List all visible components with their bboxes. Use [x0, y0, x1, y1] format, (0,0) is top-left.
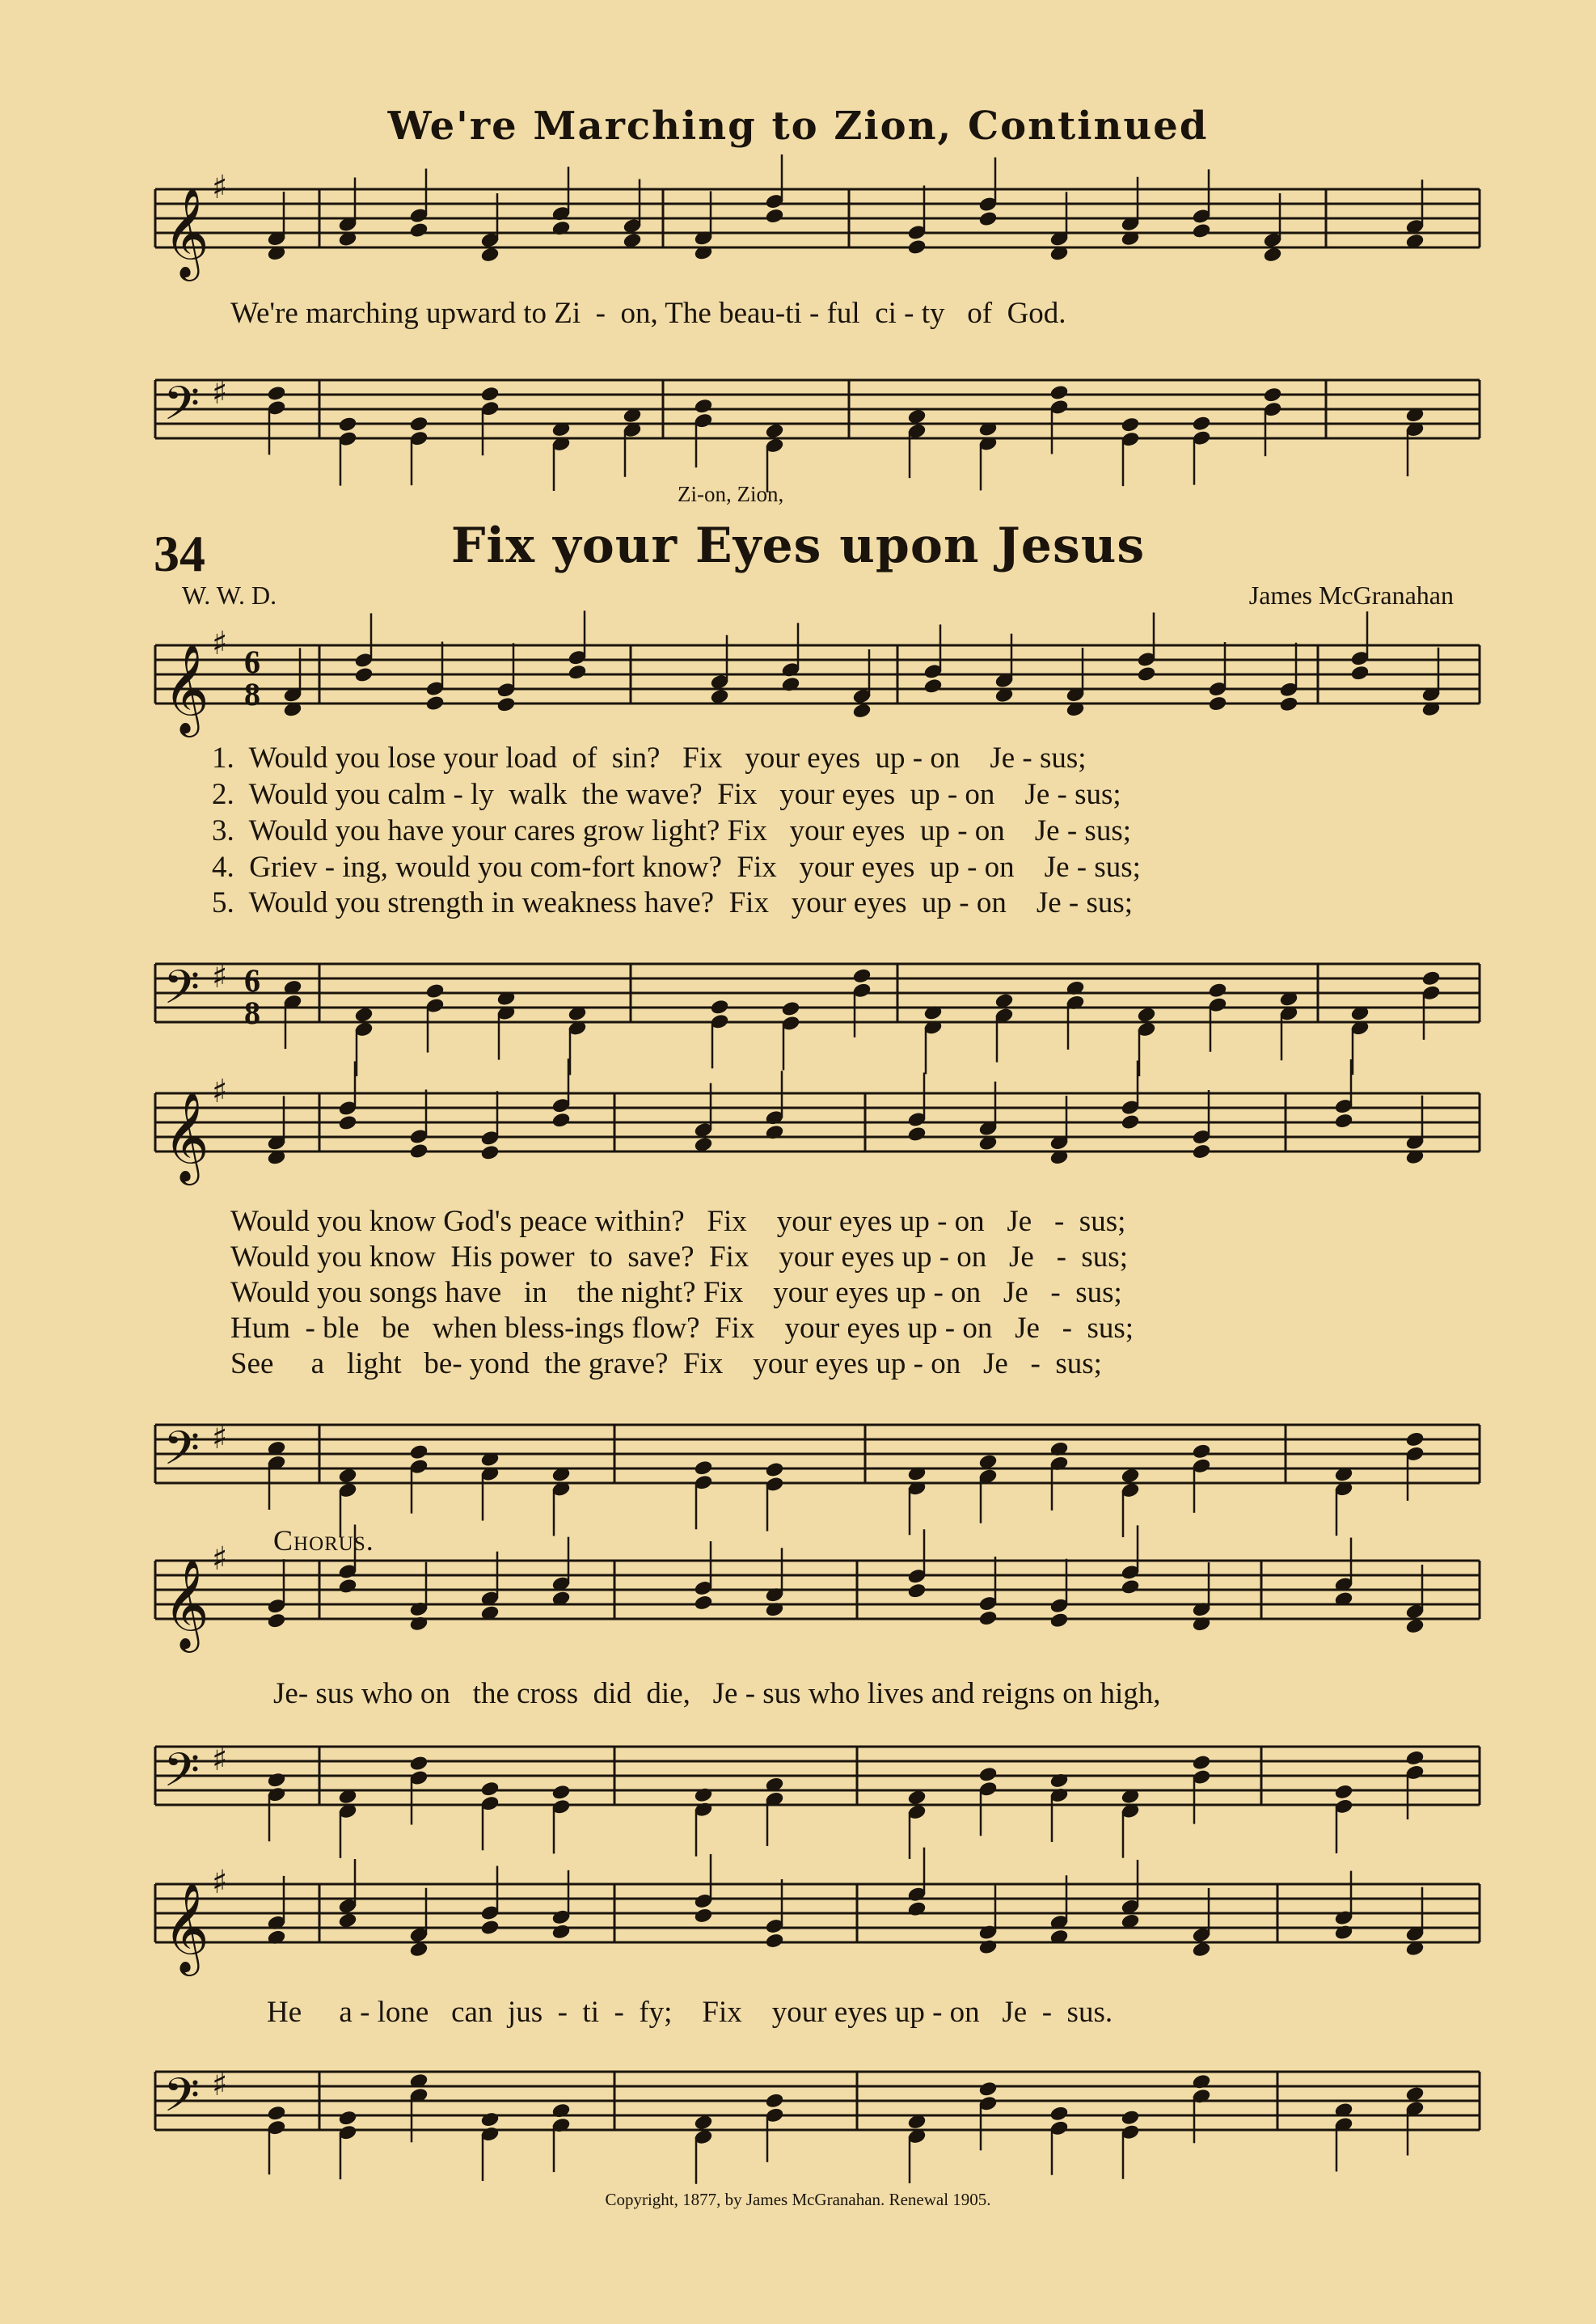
sharp-icon: ♯: [212, 1540, 228, 1578]
note-head: [480, 1144, 500, 1160]
note-head: [267, 1772, 286, 1788]
note-head: [710, 999, 729, 1015]
note-head: [338, 1912, 357, 1929]
sharp-icon: ♯: [212, 374, 228, 412]
verse-3-line-1: 3. Would you have your cares grow light? Fix your eyes up - on Je - sus;: [212, 814, 1131, 847]
note-head: [694, 1460, 713, 1476]
note-head: [1049, 384, 1069, 400]
time-signature: 6: [244, 962, 260, 999]
sharp-icon: ♯: [212, 168, 228, 206]
note-head: [1208, 982, 1227, 999]
note-head: [409, 416, 429, 432]
note-head: [1137, 1007, 1156, 1023]
verse-5-line-1: 5. Would you strength in weakness have? Fix your eyes up - on Je - sus;: [212, 886, 1134, 919]
note-head: [1137, 666, 1156, 682]
note-head: [1350, 665, 1370, 681]
treble-clef-icon: 𝄞: [163, 643, 209, 733]
note-head: [710, 688, 729, 704]
note-head: [267, 2105, 286, 2121]
note-head: [267, 1612, 286, 1629]
bass-clef-icon: 𝄢: [163, 376, 201, 442]
note-head: [1263, 247, 1282, 263]
note-head: [551, 1112, 571, 1128]
note-head: [480, 2111, 500, 2128]
note-head: [1208, 695, 1227, 712]
continued-lyric: We're marching upward to Zi - on, The beau-ti - ful ci - ty of God.: [230, 297, 1066, 330]
hymn-author: W. W. D.: [182, 581, 277, 610]
note-head: [551, 1924, 571, 1940]
time-signature: 8: [244, 995, 260, 1031]
bass-clef-icon: 𝄢: [163, 2068, 201, 2134]
note-head: [354, 666, 374, 682]
verse-5-line-2: See a light be- yond the grave? Fix your eyes up - on Je - sus;: [230, 1347, 1102, 1380]
bass-clef-icon: 𝄢: [163, 960, 201, 1026]
note-head: [1263, 387, 1282, 403]
sharp-icon: ♯: [212, 1740, 228, 1778]
chorus-label: Chorus.: [273, 1524, 374, 1557]
note-head: [480, 1920, 500, 1936]
note-head: [852, 703, 872, 719]
note-head: [409, 1942, 429, 1958]
hymn-title: Fix your Eyes upon Jesus: [450, 518, 1146, 574]
note-head: [694, 2115, 713, 2131]
note-head: [425, 983, 445, 999]
note-head: [1121, 1468, 1140, 1484]
note-head: [1421, 970, 1441, 987]
note-head: [907, 408, 927, 425]
note-head: [907, 1901, 927, 1917]
note-head: [338, 2110, 357, 2126]
chorus-line-1: Je- sus who on the cross did die, Je - sus who lives and reigns on high,: [273, 1677, 1161, 1710]
note-head: [694, 398, 713, 414]
note-head: [907, 239, 927, 255]
note-head: [409, 1756, 429, 1772]
note-head: [978, 2081, 998, 2097]
time-signature: 6: [244, 644, 260, 680]
verse-4-line-2: Hum - ble be when bless-ings flow? Fix your eyes up - on Je - sus;: [230, 1312, 1134, 1345]
note-head: [1405, 1618, 1425, 1634]
note-head: [1334, 1113, 1353, 1129]
note-head: [1121, 1578, 1140, 1595]
note-head: [1192, 1755, 1211, 1771]
note-head: [354, 1007, 374, 1023]
note-head: [765, 2093, 784, 2109]
note-head: [1405, 1431, 1425, 1447]
hymn-composer: James McGranahan: [1248, 581, 1454, 610]
note-head: [1121, 2110, 1140, 2126]
copyright-notice: Copyright, 1877, by James McGranahan. Renewal 1905.: [605, 2190, 991, 2209]
note-head: [425, 695, 445, 712]
sharp-icon: ♯: [212, 1418, 228, 1456]
note-head: [409, 1143, 429, 1159]
note-head: [1121, 416, 1140, 433]
treble-clef-icon: 𝄞: [163, 1091, 209, 1181]
note-head: [923, 678, 943, 694]
note-head: [338, 1114, 357, 1130]
note-head: [480, 386, 500, 402]
verse-4-line-1: 4. Griev - ing, would you com-fort know? Fix your eyes up - on Je - sus;: [212, 851, 1141, 884]
note-head: [1049, 1612, 1069, 1629]
note-head: [1405, 1750, 1425, 1766]
note-head: [765, 423, 784, 439]
verse-2-line-2: Would you know His power to save? Fix your eyes up - on Je - sus;: [230, 1240, 1128, 1274]
note-head: [1121, 1114, 1140, 1130]
note-head: [978, 1610, 998, 1626]
sharp-icon: ♯: [212, 2065, 228, 2103]
note-head: [496, 696, 516, 712]
note-head: [1192, 416, 1211, 432]
treble-clef-icon: 𝄞: [163, 1558, 209, 1649]
note-head: [568, 664, 587, 680]
time-signature: 8: [244, 676, 260, 712]
note-head: [907, 1582, 927, 1599]
bass-clef-icon: 𝄢: [163, 1743, 201, 1809]
note-head: [1192, 1443, 1211, 1460]
note-head: [852, 968, 872, 984]
continued-title: We're Marching to Zion, Continued: [387, 104, 1209, 149]
note-head: [907, 1126, 927, 1142]
verse-1-line-1: 1. Would you lose your load of sin? Fix your eyes up - on Je - sus;: [212, 742, 1087, 775]
note-head: [765, 1933, 784, 1949]
note-head: [409, 1444, 429, 1460]
note-head: [781, 1000, 800, 1016]
note-head: [1049, 2106, 1069, 2122]
note-head: [1334, 1784, 1353, 1800]
sharp-icon: ♯: [212, 624, 228, 662]
note-head: [338, 1578, 357, 1594]
note-head: [338, 416, 357, 433]
treble-clef-icon: 𝄞: [163, 187, 209, 277]
note-head: [694, 1908, 713, 1924]
note-head: [623, 232, 642, 248]
note-head: [1192, 1143, 1211, 1160]
note-head: [551, 1784, 571, 1800]
treble-clef-icon: 𝄞: [163, 1882, 209, 1972]
note-head: [480, 247, 500, 263]
bass-clef-icon: 𝄢: [163, 1421, 201, 1487]
chorus-line-2: He a - lone can jus - ti - fy; Fix your eyes up - on Je - sus.: [267, 1996, 1113, 2029]
verse-3-line-2: Would you songs have in the night? Fix your eyes up - on Je - sus;: [230, 1276, 1122, 1309]
hymn-number: 34: [154, 525, 205, 582]
note-head: [978, 211, 998, 227]
verse-2-line-1: 2. Would you calm - ly walk the wave? Fix your eyes up - on Je - sus;: [212, 778, 1121, 811]
sharp-icon: ♯: [212, 1863, 228, 1901]
sharp-icon: ♯: [212, 957, 228, 995]
note-head: [480, 1781, 500, 1797]
note-head: [907, 1789, 927, 1806]
note-head: [765, 208, 784, 224]
note-head: [1279, 696, 1298, 712]
note-head: [694, 1136, 713, 1152]
note-head: [1192, 1942, 1211, 1958]
verse-1-line-2: Would you know God's peace within? Fix your eyes up - on Je - sus;: [230, 1205, 1126, 1238]
continued-bass-words: Zi-on, Zion,: [678, 482, 784, 506]
note-head: [978, 1766, 998, 1782]
note-head: [267, 385, 286, 401]
note-head: [338, 1468, 357, 1484]
note-head: [694, 1595, 713, 1611]
note-head: [765, 1461, 784, 1477]
note-head: [409, 222, 429, 239]
sharp-icon: ♯: [212, 1072, 228, 1110]
note-head: [1192, 222, 1211, 239]
